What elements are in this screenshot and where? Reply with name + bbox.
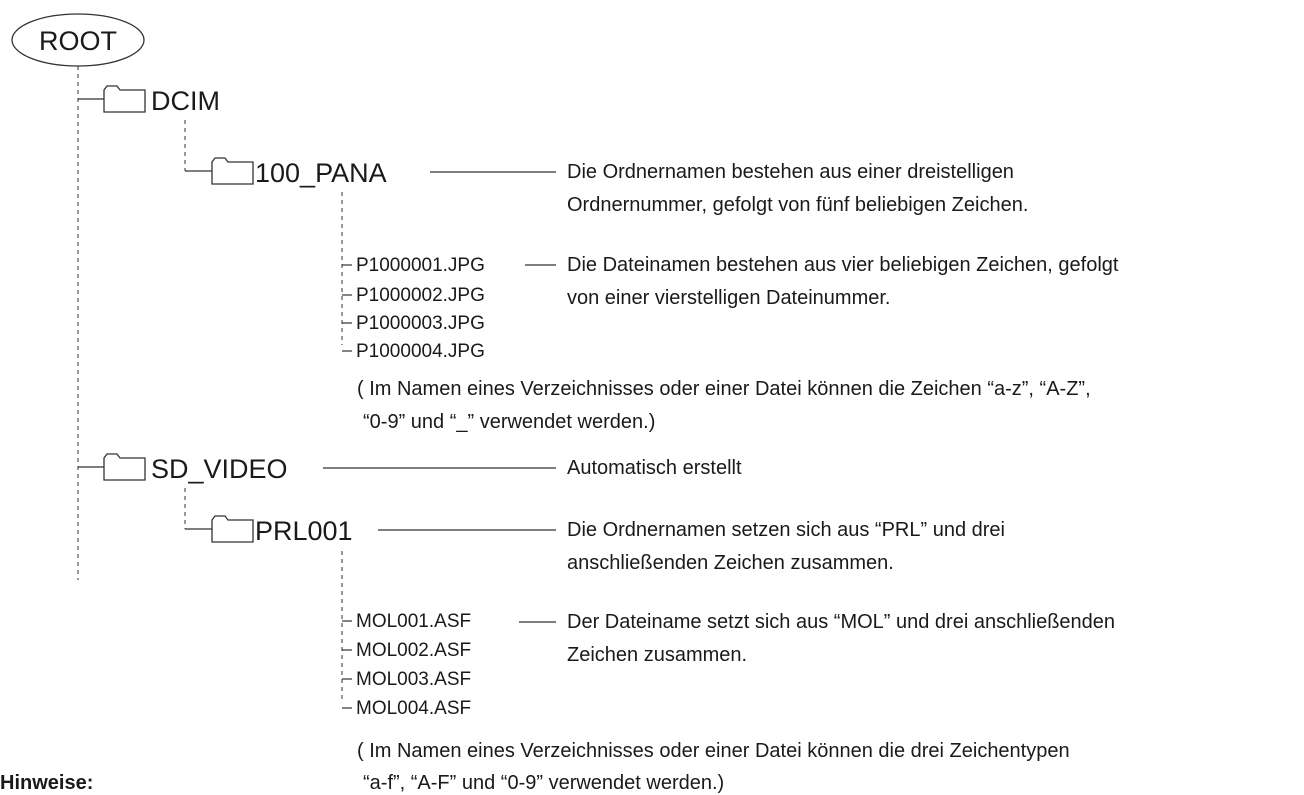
prl-files-desc-line-1: Der Dateiname setzt sich aus “MOL” und drei anschließenden (567, 611, 1116, 633)
pana-note-line-2: “0-9” und “_” verwendet werden.) (363, 411, 656, 433)
prl-note-line-1: ( Im Namen eines Verzeichnisses oder einer Datei können die drei Zeichentypen (357, 740, 1070, 762)
prl-desc-line-1: Die Ordnernamen setzen sich aus “PRL” und drei (567, 519, 1005, 541)
pana-file-2: P1000002.JPG (356, 285, 485, 306)
prl-folder-label: PRL001 (255, 516, 353, 546)
pana-files-desc-line-1: Die Dateinamen bestehen aus vier beliebigen Zeichen, gefolgt (567, 254, 1119, 276)
pana-folder-icon (212, 158, 253, 184)
dcim-folder-icon (104, 86, 145, 112)
prl-desc-line-2: anschließenden Zeichen zusammen. (567, 552, 894, 574)
prl-folder-icon (212, 516, 253, 542)
pana-file-4: P1000004.JPG (356, 341, 485, 362)
pana-folder-label: 100_PANA (255, 158, 387, 188)
pana-file-3: P1000003.JPG (356, 313, 485, 334)
dcim-folder-label: DCIM (151, 86, 220, 116)
root-node-label: ROOT (39, 26, 117, 56)
prl-file-1: MOL001.ASF (356, 611, 472, 632)
pana-desc-line-2: Ordnernummer, gefolgt von fünf beliebigen Zeichen. (567, 194, 1029, 216)
pana-file-1: P1000001.JPG (356, 255, 485, 276)
prl-file-3: MOL003.ASF (356, 669, 472, 690)
prl-file-4: MOL004.ASF (356, 698, 472, 719)
hints-heading: Hinweise: (0, 772, 94, 794)
pana-note-line-1: ( Im Namen eines Verzeichnisses oder einer Datei können die Zeichen “a-z”, “A-Z”, (357, 378, 1091, 400)
pana-desc-line-1: Die Ordnernamen bestehen aus einer dreistelligen (567, 161, 1014, 183)
prl-note-line-2: “a-f”, “A-F” und “0-9” verwendet werden.) (363, 772, 725, 794)
sdvideo-folder-icon (104, 454, 145, 480)
prl-files-desc-line-2: Zeichen zusammen. (567, 644, 748, 666)
pana-files-desc-line-2: von einer vierstelligen Dateinummer. (567, 287, 891, 309)
sdvideo-folder-label: SD_VIDEO (151, 454, 288, 484)
sdvideo-desc: Automatisch erstellt (567, 457, 742, 479)
prl-file-2: MOL002.ASF (356, 640, 472, 661)
